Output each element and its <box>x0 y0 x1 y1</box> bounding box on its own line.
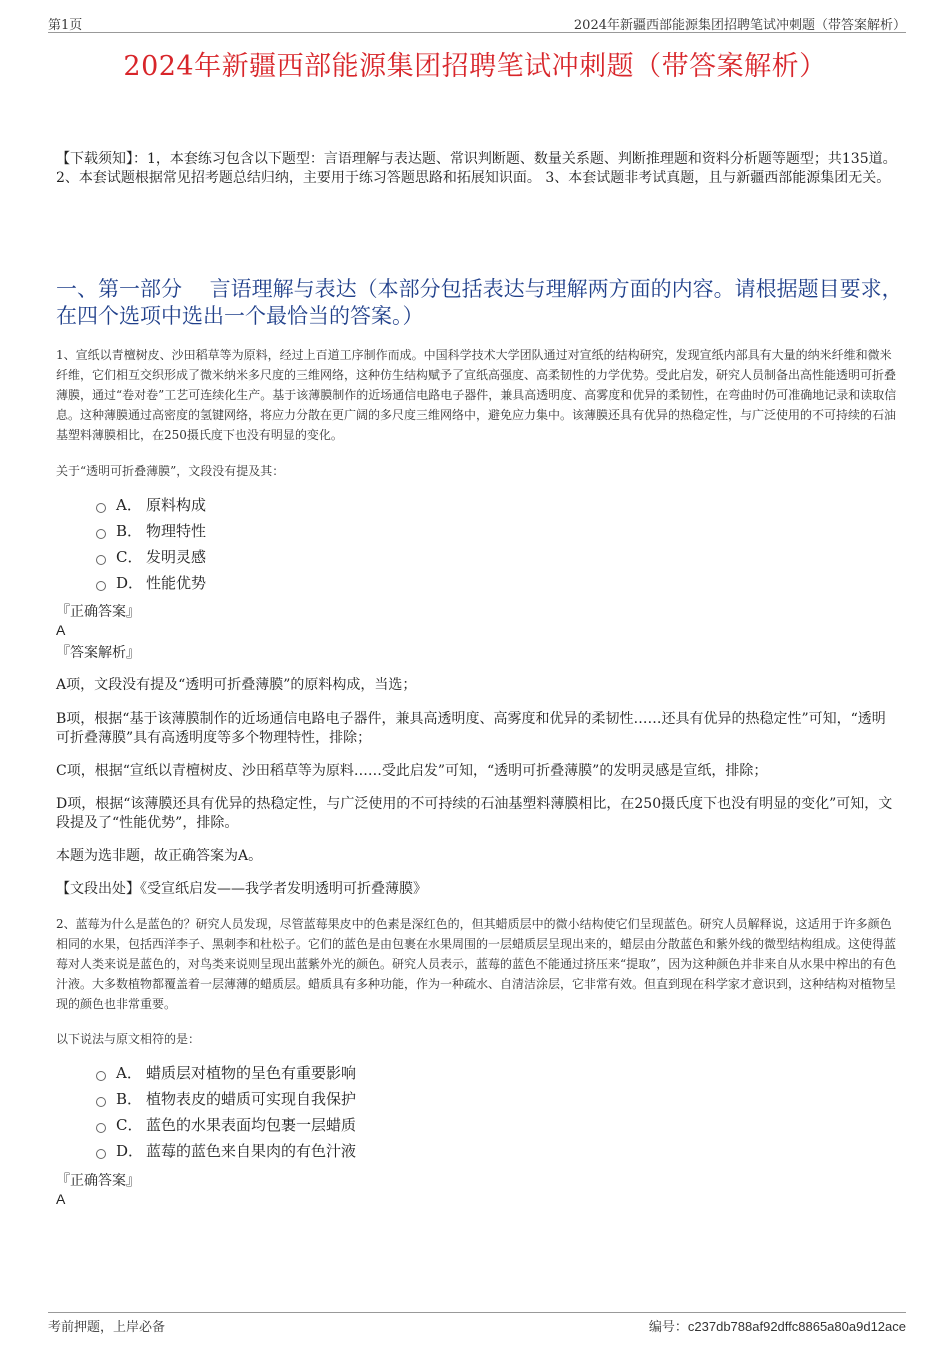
q1-analysis-d: D项，根据“该薄膜还具有优异的热稳定性，与广泛使用的不可持续的石油基塑料薄膜相比，在250摄氏度下也没有明显的变化”可知，文段提及了“性能优势”，排除。 <box>56 796 893 831</box>
radio-icon[interactable] <box>96 581 106 591</box>
q1-option-b[interactable]: B． 物理特性 <box>96 518 206 544</box>
footer-code: 编号：c237db788af92dffc8865a80a9d12ace <box>648 1319 906 1335</box>
radio-icon[interactable] <box>96 1149 106 1159</box>
radio-icon[interactable] <box>96 1097 106 1107</box>
q2-option-b[interactable]: B． 植物表皮的蜡质可实现自我保护 <box>96 1086 356 1112</box>
radio-icon[interactable] <box>96 1123 106 1133</box>
q2-option-d[interactable]: D． 蓝莓的蓝色来自果肉的有色汁液 <box>96 1138 356 1164</box>
radio-icon[interactable] <box>96 1071 106 1081</box>
q1-analysis-b: B项，根据“基于该薄膜制作的近场通信电路电子器件，兼具高透明度、高雾度和优异的柔韧性……还具有优异的热稳定性”可知，“透明可折叠薄膜”具有高透明度等多个物理特性，排除； <box>56 711 886 746</box>
section-heading: 一、第一部分 言语理解与表达（本部分包括表达与理解两方面的内容。请根据题目要求，在四个选项中选出一个最恰当的答案。） <box>56 277 903 328</box>
q1-analysis-conclusion: 本题为选非题，故正确答案为A。 <box>56 848 263 864</box>
radio-icon[interactable] <box>96 555 106 565</box>
q1-option-a[interactable]: A． 原料构成 <box>96 492 206 518</box>
q2-answer-label: 『正确答案』 <box>56 1173 140 1189</box>
q1-source: 【文段出处】《受宣纸启发——我学者发明透明可折叠薄膜》 <box>56 881 427 897</box>
q2-answer: A <box>56 1191 66 1207</box>
q1-answer-label: 『正确答案』 <box>56 604 140 620</box>
q2-passage: 2、蓝莓为什么是蓝色的？研究人员发现，尽管蓝莓果皮中的色素是深红色的，但其蜡质层中的微小结构使它们呈现蓝色。研究人员解释说，这适用于许多颜色相同的水果，包括西洋李子、黑刺李和杜松子。它们的蓝色是由包裹在水果周围的一层蜡质层呈现出来的，蜡层由分散蓝色和紫外线的微型结构组成。这使得蓝莓对人类来说是蓝色的，对鸟类来说则呈现出蓝紫外光的颜色。研究人员表示，蓝莓的蓝色不能通过挤压来“提取”，因为这种颜色并非来自从水果中榨出的有色汁液。大多数植物都覆盖着一层薄薄的蜡质层。蜡质具有多种功能，作为一种疏水、自清洁涂层，它非常有效。但直到现在科学家才意识到，这种结构对植物呈现的颜色也非常重要。 <box>56 917 897 1011</box>
q1-options <box>96 492 206 596</box>
q1-analysis-a: A项，文段没有提及“透明可折叠薄膜”的原料构成，当选； <box>56 677 417 693</box>
q2-option-c[interactable]: C． 蓝色的水果表面均包裹一层蜡质 <box>96 1112 356 1138</box>
document-title: 2024年新疆西部能源集团招聘笔试冲刺题（带答案解析） <box>123 51 827 82</box>
page-number: 第1页 <box>48 18 83 33</box>
q1-answer: A <box>56 622 66 638</box>
q1-analysis-label: 『答案解析』 <box>56 645 140 661</box>
radio-icon[interactable] <box>96 503 106 513</box>
q1-option-d[interactable]: D． 性能优势 <box>96 570 206 596</box>
radio-icon[interactable] <box>96 529 106 539</box>
q1-option-c[interactable]: C． 发明灵感 <box>96 544 206 570</box>
download-notice: 【下载须知】：1，本套练习包含以下题型：言语理解与表达题、常识判断题、数量关系题、判断推理题和资料分析题等题型；共135道。 2、本套试题根据常见招考题总结归纳，主要用于练习答题思路和拓展知识面。 3、本套试题非考试真题，且与新疆西部能源集团无关。 <box>56 151 897 186</box>
q2-options <box>96 1060 356 1164</box>
footer-slogan: 考前押题，上岸必备 <box>48 1320 166 1335</box>
q1-analysis-c: C项，根据“宣纸以青檀树皮、沙田稻草等为原料……受此启发”可知，“透明可折叠薄膜”的发明灵感是宣纸，排除； <box>56 763 768 779</box>
q1-question: 关于“透明可折叠薄膜”，文段没有提及其： <box>56 464 285 478</box>
q1-passage: 1、宣纸以青檀树皮、沙田稻草等为原料，经过上百道工序制作而成。中国科学技术大学团队通过对宣纸的结构研究，发现宣纸内部具有大量的纳米纤维和微米纤维，它们相互交织形成了微米纳米多尺度的三维网络，这种仿生结构赋予了宣纸高强度、高柔韧性的力学优势。受此启发，研究人员制备出高性能透明可折叠薄膜，通过“卷对卷”工艺可连续化生产。基于该薄膜制作的近场通信电路电子器件，兼具高透明度、高雾度和优异的柔韧性，在弯曲时仍可准确地记录和读取信息。这种薄膜通过高密度的氢键网络，将应力分散在更广阔的多尺度三维网络中，避免应力集中。该薄膜还具有优异的热稳定性，与广泛使用的不可持续的石油基塑料薄膜相比，在250摄氏度下也没有明显的变化。 <box>56 348 897 442</box>
page-footer <box>48 1312 906 1337</box>
q2-question: 以下说法与原文相符的是： <box>56 1032 201 1046</box>
page-header <box>48 14 906 33</box>
q2-option-a[interactable]: A． 蜡质层对植物的呈色有重要影响 <box>96 1060 356 1086</box>
header-doc-title: 2024年新疆西部能源集团招聘笔试冲刺题（带答案解析） <box>573 18 906 33</box>
